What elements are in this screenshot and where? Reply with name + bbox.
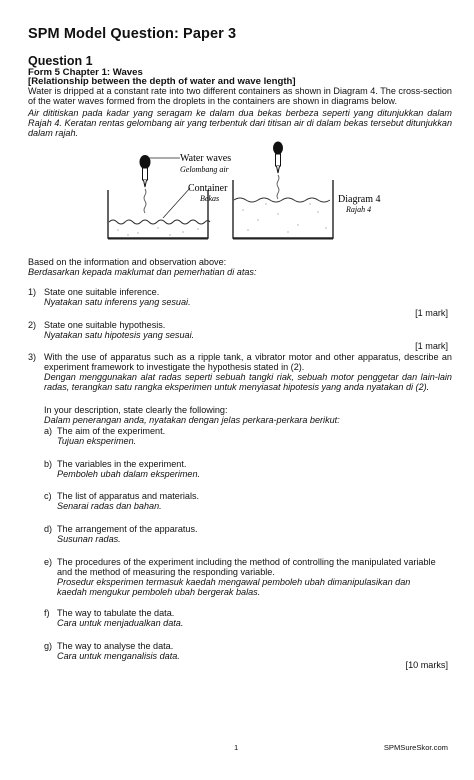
- subitem-b-malay: Pemboleh ubah dalam eksperimen.: [57, 469, 201, 479]
- subitem-g-english: The way to analyse the data.: [57, 641, 174, 651]
- item-3-number: 3): [28, 352, 37, 362]
- right-water-waves: [234, 198, 330, 202]
- right-droplet-trail: [277, 175, 279, 199]
- item-1-mark: [1 mark]: [415, 308, 448, 318]
- subitem-f-english: The way to tabulate the data.: [57, 608, 175, 618]
- subitem-b-english: The variables in the experiment.: [57, 459, 187, 469]
- left-water-waves: [109, 220, 210, 224]
- subitem-e-english-line1: The procedures of the experiment including the method of controlling the manipulated variable: [57, 557, 436, 567]
- left-container: [108, 190, 208, 238]
- subitem-d-malay: Susunan radas.: [57, 534, 121, 544]
- subitem-d-letter: d): [44, 524, 53, 534]
- subitem-e-letter: e): [44, 557, 53, 567]
- subitem-c-malay: Senarai radas dan bahan.: [57, 501, 162, 511]
- label-diagram-4-malay: Rajah 4: [346, 205, 372, 214]
- left-dropper-bulb: [140, 155, 151, 169]
- item-2-mark: [1 mark]: [415, 341, 448, 351]
- page-title: SPM Model Question: Paper 3: [28, 26, 237, 42]
- subitem-d-english: The arrangement of the apparatus.: [57, 524, 198, 534]
- item-3-malay: Dengan menggunakan alat radas seperti sebuah tangki riak, sebuah motor penggetar dan lain-lain radas, terangkan satu rangka eksperimen untuk menyiasat hipotesis yang anda nyatakan di (2).: [44, 372, 452, 392]
- chapter-label: Form 5 Chapter 1: Waves: [28, 67, 143, 78]
- question-heading: Question 1: [28, 54, 93, 68]
- label-diagram-4: Diagram 4: [338, 194, 381, 205]
- description-malay: Dalam penerangan anda, nyatakan dengan jelas perkara-perkara berikut:: [44, 415, 340, 425]
- left-droplet-trail: [144, 189, 146, 213]
- subitem-a-letter: a): [44, 426, 53, 436]
- subitem-a-malay: Tujuan eksperimen.: [57, 436, 137, 446]
- intro-malay: Air dititiskan pada kadar yang seragam ke dalam dua bekas berbeza seperti yang ditunjukkan dalam Rajah 4. Keratan rentas gelombang air yang terbentuk dari titisan air di dalam bekas tersebut ditunjukkan dalam rajah.: [28, 108, 452, 138]
- based-on-english: Based on the information and observation above:: [28, 257, 227, 267]
- item-1-number: 1): [28, 287, 37, 297]
- label-container-malay: Bekas: [200, 194, 220, 203]
- subitem-e-malay-line2: kaedah mengukur pemboleh ubah bergerak balas.: [57, 587, 261, 597]
- footer-site: SPMSureSkor.com: [383, 743, 448, 752]
- item-2-number: 2): [28, 320, 37, 330]
- item-2-malay: Nyatakan satu hipotesis yang sesuai.: [44, 330, 195, 340]
- subitem-a-english: The aim of the experiment.: [57, 426, 166, 436]
- item-3-english: With the use of apparatus such as a ripple tank, a vibrator motor and other apparatus, describe an experiment framework to investigate the hypothesis stated in (2).: [44, 352, 452, 372]
- subitem-c-letter: c): [44, 491, 52, 501]
- based-on-malay: Berdasarkan kepada maklumat dan pemerhatian di atas:: [28, 267, 257, 277]
- subitem-c-english: The list of apparatus and materials.: [57, 491, 200, 501]
- subitem-e-malay-line1: Prosedur eksperimen termasuk kaedah mengawal pemboleh ubah dimanipulasikan dan: [57, 577, 411, 587]
- subitem-f-malay: Cara untuk menjadualkan data.: [57, 618, 184, 628]
- relationship-label: [Relationship between the depth of water and wave length]: [28, 76, 296, 87]
- subitem-f-letter: f): [44, 608, 50, 618]
- label-water-waves-malay: Gelombang air: [180, 165, 229, 174]
- label-water-waves: Water waves: [180, 153, 232, 164]
- page-number: 1: [234, 743, 239, 752]
- left-dropper-tube: [143, 168, 148, 180]
- item-2-english: State one suitable hypothesis.: [44, 320, 166, 330]
- right-dropper-tube: [276, 154, 281, 166]
- subitem-b-letter: b): [44, 459, 53, 469]
- total-mark: [10 marks]: [405, 660, 448, 670]
- subitem-g-letter: g): [44, 641, 53, 651]
- label-container: Container: [188, 183, 228, 194]
- item-1-malay: Nyatakan satu inferens yang sesuai.: [44, 297, 191, 307]
- diagram-4: [88, 140, 388, 252]
- right-dropper-bulb: [273, 142, 283, 155]
- subitem-g-malay: Cara untuk menganalisis data.: [57, 651, 180, 661]
- subitem-e-english-line2: and the method of measuring the responding variable.: [57, 567, 275, 577]
- intro-english: Water is dripped at a constant rate into two different containers as shown in Diagram 4. The cross-section of the water waves formed from the droplets in the containers are shown in diagrams below.: [28, 86, 452, 106]
- description-english: In your description, state clearly the following:: [44, 405, 228, 415]
- item-1-english: State one suitable inference.: [44, 287, 160, 297]
- right-container: [233, 180, 333, 238]
